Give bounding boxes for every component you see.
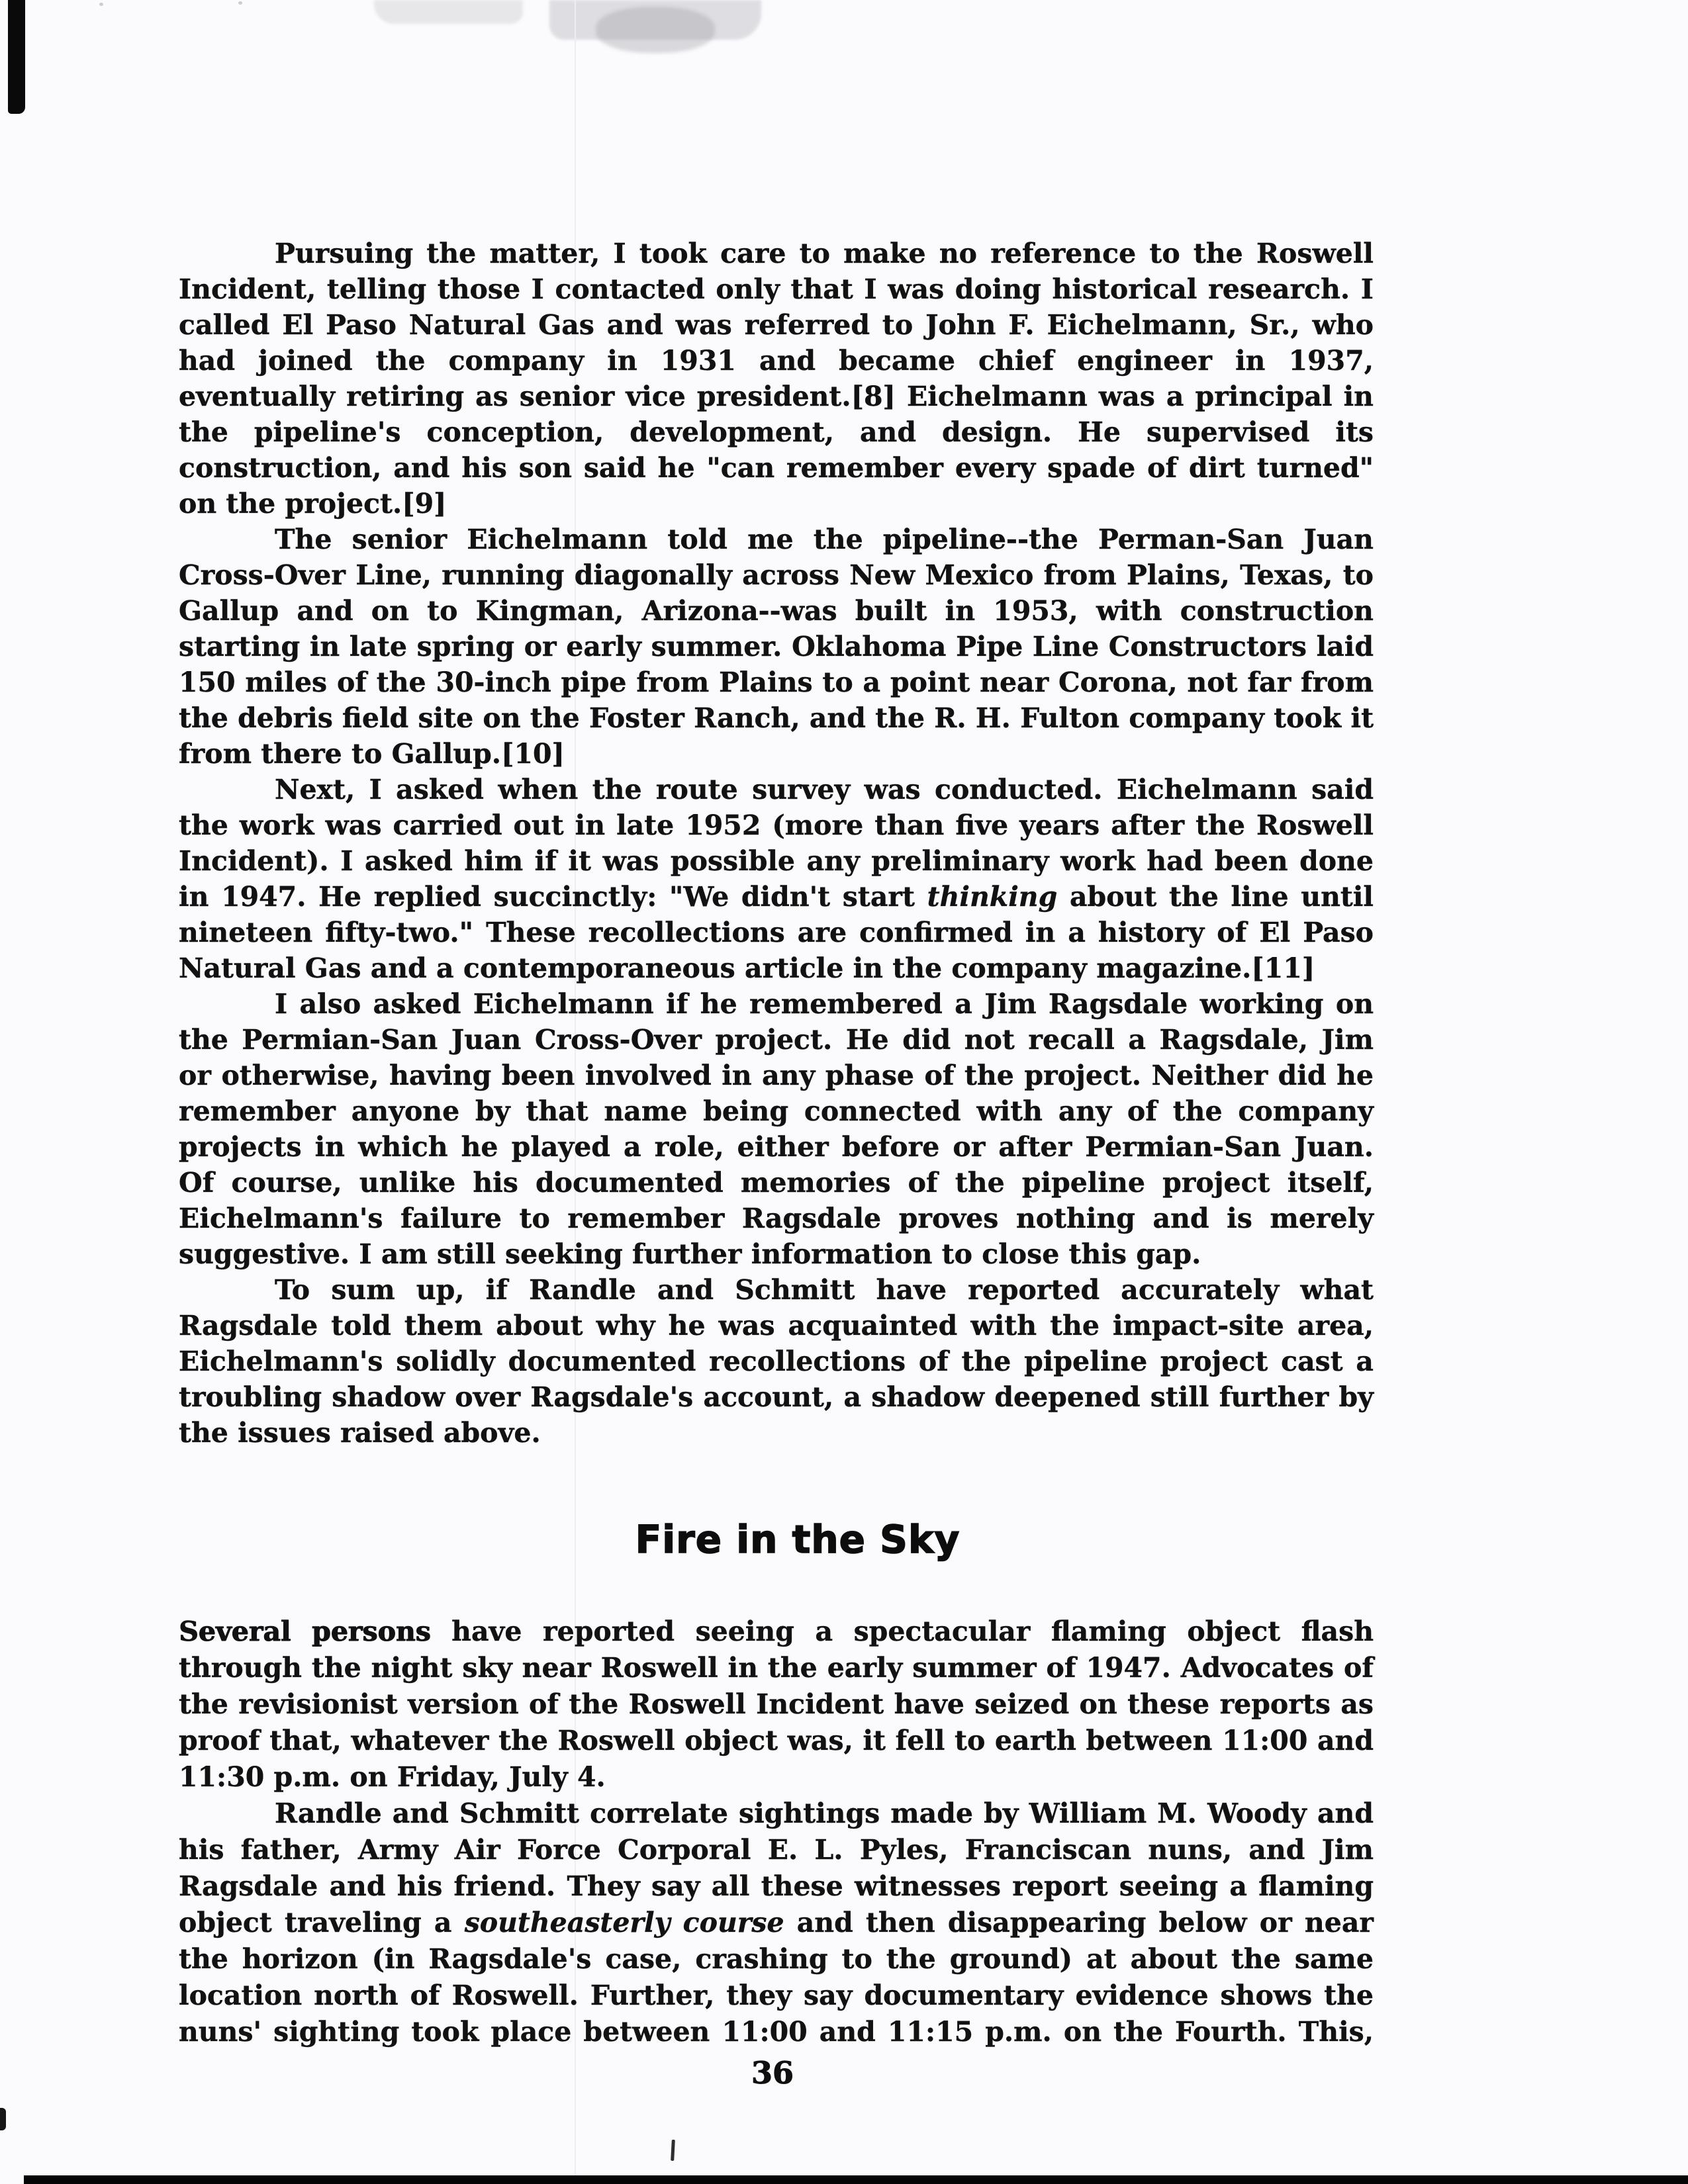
text-line	[179, 486, 1374, 522]
text-segment: about the line until	[1057, 881, 1374, 913]
text-segment: I also asked Eichelmann if he remembered a Jim Ragsdale working on	[275, 988, 1374, 1020]
paragraph	[179, 772, 1374, 986]
text-line	[179, 450, 1374, 486]
text-line	[179, 271, 1374, 307]
scan-artifact-top-smudge	[596, 7, 715, 53]
text-line	[179, 1905, 1374, 1941]
text-segment: troubling shadow over Ragsdale's account, a shadow deepened still further by	[179, 1381, 1374, 1413]
text-line	[179, 236, 1374, 271]
text-line	[179, 1650, 1374, 1686]
text-line	[179, 414, 1374, 450]
text-segment: 11:30 p.m. on Friday, July 4.	[179, 1761, 606, 1793]
bold-text: Several persons	[179, 1615, 431, 1647]
text-segment: the pipeline's conception, development, and design. He supervised its	[179, 416, 1374, 448]
text-line	[179, 772, 1374, 807]
scan-artifact-top-smudge	[374, 0, 523, 24]
text-segment: Ragsdale and his friend. They say all these witnesses report seeing a flaming	[179, 1870, 1374, 1902]
paragraph	[179, 986, 1374, 1272]
text-line	[179, 2014, 1374, 2050]
text-segment: Ragsdale told them about why he was acquainted with the impact-site area,	[179, 1310, 1374, 1342]
text-line	[179, 1129, 1374, 1165]
text-segment: through the night sky near Roswell in the early summer of 1947. Advocates of	[179, 1652, 1374, 1684]
text-segment: and then disappearing below or near	[784, 1907, 1374, 1938]
text-segment: Randle and Schmitt correlate sightings made by William M. Woody and	[275, 1797, 1374, 1829]
text-segment: location north of Roswell. Further, they say documentary evidence shows the	[179, 1979, 1374, 2011]
text-line	[179, 522, 1374, 557]
text-segment: Pursuing the matter, I took care to make no reference to the Roswell	[275, 238, 1374, 269]
body-text-bottom	[179, 1614, 1374, 2050]
scan-artifact-tick-mark	[671, 2140, 675, 2161]
paragraph	[179, 522, 1374, 772]
text-line	[179, 1978, 1374, 2014]
text-line	[179, 879, 1374, 915]
paragraph	[179, 1272, 1374, 1451]
text-line	[179, 1941, 1374, 1978]
scan-artifact-left-blob	[0, 2108, 6, 2130]
text-line	[179, 1272, 1374, 1308]
text-line	[179, 736, 1374, 772]
text-segment: remember anyone by that name being connected with any of the company	[179, 1095, 1374, 1127]
text-segment: his father, Army Air Force Corporal E. L. Pyles, Franciscan nuns, and Jim	[179, 1834, 1374, 1866]
text-segment: Incident). I asked him if it was possible any preliminary work had been done	[179, 845, 1374, 877]
text-segment: the debris field site on the Foster Ranch, and the R. H. Fulton company took it	[179, 702, 1374, 734]
text-segment: The senior Eichelmann told me the pipeline--the Perman-San Juan	[275, 523, 1374, 555]
italic-text: southeasterly course	[464, 1907, 784, 1938]
text-line	[179, 1379, 1374, 1415]
text-segment: Eichelmann's failure to remember Ragsdale proves nothing and is merely	[179, 1203, 1374, 1234]
text-line	[179, 843, 1374, 879]
text-segment: called El Paso Natural Gas and was referred to John F. Eichelmann, Sr., who	[179, 309, 1374, 341]
italic-text: thinking	[927, 881, 1058, 913]
text-line	[179, 629, 1374, 664]
text-line	[179, 343, 1374, 379]
text-segment: nuns' sighting took place between 11:00 and 11:15 p.m. on the Fourth. This,	[179, 2016, 1374, 2048]
text-segment: had joined the company in 1931 and became chief engineer in 1937,	[179, 345, 1374, 377]
body-text-top	[179, 236, 1374, 1451]
text-line	[179, 950, 1374, 986]
text-line	[179, 664, 1374, 700]
text-segment: starting in late spring or early summer. Oklahoma Pipe Line Constructors laid	[179, 631, 1374, 662]
text-segment: Natural Gas and a contemporaneous article in the company magazine.[11]	[179, 952, 1315, 984]
scan-artifact-speck	[238, 1, 242, 5]
text-line	[179, 1236, 1374, 1272]
text-segment: have reported seeing a spectacular flaming object flash	[430, 1615, 1374, 1647]
paragraph	[179, 236, 1374, 522]
text-segment: the issues raised above.	[179, 1417, 541, 1449]
text-segment: or otherwise, having been involved in any phase of the project. Neither did he	[179, 1060, 1374, 1091]
text-line	[179, 1832, 1374, 1868]
text-line	[179, 1308, 1374, 1343]
text-line	[179, 1201, 1374, 1236]
text-line	[179, 1415, 1374, 1451]
text-segment: Eichelmann's solidly documented recollections of the pipeline project cast a	[179, 1345, 1374, 1377]
text-line	[179, 986, 1374, 1022]
text-line	[179, 1759, 1374, 1796]
text-line	[179, 807, 1374, 843]
text-line	[179, 1868, 1374, 1905]
text-segment: object traveling a	[179, 1907, 465, 1938]
text-segment: the horizon (in Ragsdale's case, crashing to the ground) at about the same	[179, 1943, 1374, 1975]
text-segment: eventually retiring as senior vice president.[8] Eichelmann was a principal in	[179, 381, 1374, 412]
text-line	[179, 1022, 1374, 1058]
text-line	[179, 915, 1374, 950]
text-segment: suggestive. I am still seeking further information to close this gap.	[179, 1238, 1201, 1270]
text-line	[179, 1796, 1374, 1832]
text-line	[179, 1343, 1374, 1379]
text-segment: Cross-Over Line, running diagonally across New Mexico from Plains, Texas, to	[179, 559, 1374, 591]
text-line	[179, 307, 1374, 343]
section-heading: Fire in the Sky	[635, 1517, 961, 1562]
scan-artifact-left-bar	[8, 0, 25, 114]
text-line	[179, 1723, 1374, 1759]
text-segment: in 1947. He replied succinctly: "We didn't start	[179, 881, 927, 913]
text-segment: nineteen fifty-two." These recollections are confirmed in a history of El Paso	[179, 917, 1374, 948]
text-segment: 150 miles of the 30-inch pipe from Plains to a point near Corona, not far from	[179, 666, 1374, 698]
text-segment: from there to Gallup.[10]	[179, 738, 565, 770]
text-segment: the work was carried out in late 1952 (more than five years after the Roswell	[179, 809, 1374, 841]
text-segment: the Permian-San Juan Cross-Over project. He did not recall a Ragsdale, Jim	[179, 1024, 1374, 1056]
text-segment: the revisionist version of the Roswell Incident have seized on these reports as	[179, 1688, 1374, 1720]
paragraph	[179, 1796, 1374, 2050]
text-segment: proof that, whatever the Roswell object was, it fell to earth between 11:00 and	[179, 1725, 1374, 1756]
page-number: 36	[751, 2055, 794, 2091]
text-line	[179, 1093, 1374, 1129]
text-segment: Gallup and on to Kingman, Arizona--was built in 1953, with construction	[179, 595, 1374, 627]
text-segment: projects in which he played a role, either before or after Permian-San Juan.	[179, 1131, 1374, 1163]
text-line	[179, 1614, 1374, 1650]
scan-artifact-speck	[99, 3, 103, 6]
text-segment: To sum up, if Randle and Schmitt have reported accurately what	[275, 1274, 1374, 1306]
text-segment: on the project.[9]	[179, 488, 447, 520]
text-segment: Of course, unlike his documented memories of the pipeline project itself,	[179, 1167, 1374, 1199]
text-segment: Next, I asked when the route survey was conducted. Eichelmann said	[275, 774, 1374, 805]
text-line	[179, 1686, 1374, 1723]
text-line	[179, 1058, 1374, 1093]
text-line	[179, 1165, 1374, 1201]
text-line	[179, 593, 1374, 629]
text-line	[179, 379, 1374, 414]
paragraph	[179, 1614, 1374, 1796]
text-segment: Incident, telling those I contacted only that I was doing historical research. I	[179, 273, 1374, 305]
text-line	[179, 700, 1374, 736]
scan-artifact-bottom-bar	[24, 2175, 1688, 2184]
text-line	[179, 557, 1374, 593]
text-segment: construction, and his son said he "can remember every spade of dirt turned"	[179, 452, 1374, 484]
